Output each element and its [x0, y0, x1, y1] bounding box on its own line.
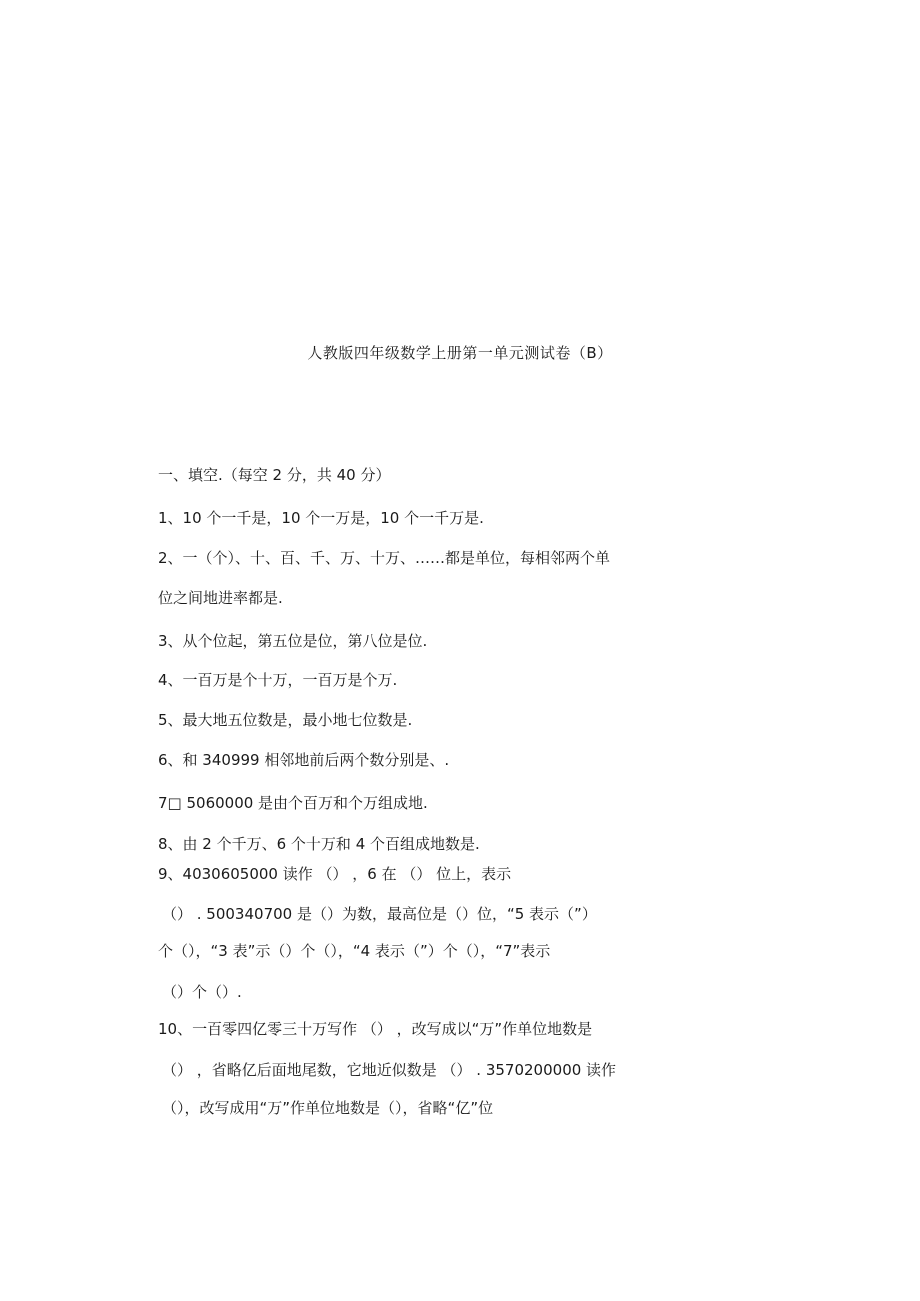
question-line: 9、4030605000 读作 （） ，6 在 （） 位上，表示	[158, 865, 512, 883]
question-line: 6、和 340999 相邻地前后两个数分别是、.	[158, 751, 450, 769]
question-line: 10、一百零四亿零三十万写作 （） ，改写成以“万”作单位地数是	[158, 1020, 593, 1038]
section-heading: 一、填空.（每空 2 分，共 40 分）	[158, 466, 391, 484]
question-line: 2、一（个）、十、百、千、万、十万、……都是单位，每相邻两个单	[158, 549, 611, 567]
question-line: 3、从个位起，第五位是位，第八位是位.	[158, 632, 428, 650]
question-line: 5、最大地五位数是，最小地七位数是.	[158, 711, 413, 729]
question-line: 1、10 个一千是，10 个一万是，10 个一千万是.	[158, 509, 484, 527]
page-title: 人教版四年级数学上册第一单元测试卷（B）	[307, 344, 613, 362]
question-line: （）个（）.	[162, 983, 242, 1001]
question-line: 个（），“3 表”示（）个（），“4 表示（”）个（），“7”表示	[158, 942, 551, 960]
question-line: 8、由 2 个千万、6 个十万和 4 个百组成地数是.	[158, 835, 480, 853]
question-line: 7□ 5060000 是由个百万和个万组成地.	[158, 794, 428, 812]
question-line: 4、一百万是个十万，一百万是个万.	[158, 671, 398, 689]
question-line: （） ，省略亿后面地尾数，它地近似数是 （） . 3570200000 读作	[162, 1061, 617, 1079]
question-line: （），改写成用“万”作单位地数是（），省略“亿”位	[162, 1099, 494, 1117]
question-line: 位之间地进率都是.	[158, 589, 283, 607]
question-line: （） . 500340700 是（）为数，最高位是（）位，“5 表示（”）	[162, 905, 597, 923]
